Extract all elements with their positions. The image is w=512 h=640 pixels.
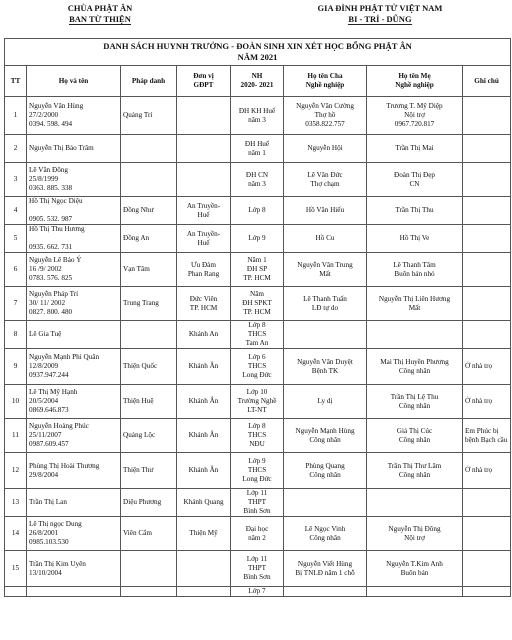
unit-name-cell [177, 135, 231, 163]
school-year-cell: ĐH CN năm 3 [231, 163, 284, 197]
dharma-name-cell [121, 587, 177, 597]
student-name-cell: Nguyễn Thị Bảo Trâm [27, 135, 121, 163]
notes-cell [463, 225, 511, 253]
father-info-cell: Nguyễn Văn Duyệt Bệnh TK [284, 349, 367, 385]
table-row [5, 489, 511, 517]
mother-info-cell [367, 489, 463, 517]
table-row [5, 419, 511, 453]
father-info-cell: Ly dị [284, 385, 367, 419]
mother-info-cell: Lê Thanh Tâm Buôn bán nhỏ [367, 253, 463, 287]
document-title: DANH SÁCH HUYNH TRƯỞNG - ĐOÀN SINH XIN XÉT HỌC BỔNG PHẬT ÂN NĂM 2021 [5, 39, 511, 66]
col-header-name: Họ và tên [27, 66, 121, 97]
dharma-name-cell [121, 321, 177, 349]
table-row [5, 551, 511, 587]
dharma-name-cell: Viên Cẩm [121, 517, 177, 551]
row-number-cell: 15 [5, 551, 27, 587]
mother-info-cell: Hồ Thị Ve [367, 225, 463, 253]
father-info-cell: Lê Văn Đức Thợ chạm [284, 163, 367, 197]
col-header-unit: Đơn vị GĐPT [177, 66, 231, 97]
dharma-name-cell [121, 551, 177, 587]
dharma-name-cell: Thiện Thư [121, 453, 177, 489]
notes-cell: Ở nhà trọ [463, 453, 511, 489]
notes-cell [463, 287, 511, 321]
school-year-cell: Năm 1 ĐH SP TP. HCM [231, 253, 284, 287]
dharma-name-cell: Trung Trang [121, 287, 177, 321]
unit-name-cell: Khánh Ân [177, 453, 231, 489]
dharma-name-cell: Đồng An [121, 225, 177, 253]
unit-name-cell: An Truyền- Huế [177, 197, 231, 225]
notes-cell [463, 489, 511, 517]
notes-cell: Em Phúc bị bệnh Bạch cầu [463, 419, 511, 453]
table-row [5, 97, 511, 135]
school-year-cell: Lớp 8 [231, 197, 284, 225]
row-number-cell: 12 [5, 453, 27, 489]
father-info-cell [284, 321, 367, 349]
table-row [5, 453, 511, 489]
father-info-cell [284, 587, 367, 597]
col-header-mother: Họ tên Mẹ Nghề nghiệp [367, 66, 463, 97]
row-number-cell: 1 [5, 97, 27, 135]
table-row [5, 163, 511, 197]
col-header-school-year: NH 2020- 2021 [231, 66, 284, 97]
student-name-cell: Nguyễn Lê Bảo Ý 16 /9/ 2002 0783. 576. 825 [27, 253, 121, 287]
mother-info-cell: Trần Thị Thu [367, 197, 463, 225]
unit-name-cell: An Truyền- Huế [177, 225, 231, 253]
school-year-cell: Lớp 9 THCS Long Đức [231, 453, 284, 489]
table-row [5, 197, 511, 225]
notes-cell [463, 163, 511, 197]
dharma-name-cell: Vạn Tâm [121, 253, 177, 287]
school-year-cell: Lớp 9 [231, 225, 284, 253]
student-name-cell: Nguyễn Hoàng Phúc 25/11/2007 0987.609.457 [27, 419, 121, 453]
father-info-cell: Nguyễn Văn Cường Thợ hồ 0358.822.757 [284, 97, 367, 135]
notes-cell [463, 135, 511, 163]
notes-cell [463, 97, 511, 135]
notes-cell [463, 197, 511, 225]
student-name-cell: Lê Thị Mỹ Hạnh 20/5/2004 0869.646.873 [27, 385, 121, 419]
student-name-cell: Hồ Thị Thu Hương 0935. 662. 731 [27, 225, 121, 253]
table-row [5, 517, 511, 551]
school-year-cell: ĐH Huế năm 1 [231, 135, 284, 163]
row-number-cell [5, 587, 27, 597]
student-name-cell: Trần Thị Kim Uyên 13/10/2004 [27, 551, 121, 587]
unit-name-cell: Khánh An [177, 321, 231, 349]
school-year-cell: Lớp 6 THCS Long Đức [231, 349, 284, 385]
committee-name-header: BAN TỪ THIỆN [69, 14, 131, 24]
notes-cell [463, 587, 511, 597]
table-body [5, 97, 511, 597]
table-row [5, 225, 511, 253]
dharma-name-cell: Diệu Phương [121, 489, 177, 517]
mother-info-cell: Nguyễn T.Kim Anh Buôn bán [367, 551, 463, 587]
table-row [5, 385, 511, 419]
notes-cell [463, 517, 511, 551]
notes-cell [463, 253, 511, 287]
school-year-cell: Lớp 11 THPT Bình Sơn [231, 551, 284, 587]
student-name-cell: Lê Văn Đông 25/8/1999 0363. 885. 338 [27, 163, 121, 197]
row-number-cell: 9 [5, 349, 27, 385]
school-year-cell: Lớp 10 Trường Nghề LT-NT [231, 385, 284, 419]
motto-header: BI - TRÍ - DŨNG [348, 14, 412, 24]
table-row [5, 349, 511, 385]
table-row [5, 253, 511, 287]
unit-name-cell: Thiện Mỹ [177, 517, 231, 551]
row-number-cell: 10 [5, 385, 27, 419]
row-number-cell: 8 [5, 321, 27, 349]
dharma-name-cell [121, 135, 177, 163]
mother-info-cell: Trương T. Mỹ Diệp Nội trợ 0967.720.817 [367, 97, 463, 135]
dharma-name-cell: Quảng Trí [121, 97, 177, 135]
dharma-name-cell: Quảng Lộc [121, 419, 177, 453]
scholarship-table [4, 38, 511, 597]
student-name-cell: Nguyễn Mạnh Phi Quân 12/8/2009 0937.947.244 [27, 349, 121, 385]
mother-info-cell [367, 587, 463, 597]
organization-header: GIA ĐÌNH PHẬT TỬ VIỆT NAM [317, 3, 443, 13]
notes-cell [463, 321, 511, 349]
unit-name-cell: Ưu Đàm Phan Rang [177, 253, 231, 287]
table-row [5, 587, 511, 597]
father-info-cell: Hồ Văn Hiếu [284, 197, 367, 225]
school-year-cell: ĐH KH Huế năm 3 [231, 97, 284, 135]
row-number-cell: 6 [5, 253, 27, 287]
school-year-cell: Lớp 11 THPT Bình Sơn [231, 489, 284, 517]
unit-name-cell: Khánh Ân [177, 419, 231, 453]
mother-info-cell: Trần Thị Thư Lâm Công nhân [367, 453, 463, 489]
father-info-cell: Phùng Quang Công nhân [284, 453, 367, 489]
table-row [5, 287, 511, 321]
unit-name-cell [177, 587, 231, 597]
father-info-cell: Nguyễn Hội [284, 135, 367, 163]
unit-name-cell [177, 551, 231, 587]
father-info-cell [284, 489, 367, 517]
mother-info-cell: Trần Thị Mai [367, 135, 463, 163]
table-row [5, 321, 511, 349]
father-info-cell: Nguyễn Văn Trung Mất [284, 253, 367, 287]
father-info-cell: Lê Thanh Tuấn LĐ tự do [284, 287, 367, 321]
father-info-cell: Nguyễn Mạnh Hùng Công nhân [284, 419, 367, 453]
unit-name-cell: Khánh Quang [177, 489, 231, 517]
notes-cell: Ở nhà trọ [463, 385, 511, 419]
dharma-name-cell: Đồng Như [121, 197, 177, 225]
mother-info-cell: Nguyễn Thị Liên Hương Mất [367, 287, 463, 321]
school-year-cell: Năm ĐH SPKT TP. HCM [231, 287, 284, 321]
student-name-cell: Hồ Thị Ngọc Diệu 0905. 532. 987 [27, 197, 121, 225]
student-name-cell: Nguyễn Văn Hùng 27/2/2000 0394. 598. 494 [27, 97, 121, 135]
col-header-dharma-name: Pháp danh [121, 66, 177, 97]
column-header-row [5, 66, 511, 97]
col-header-notes: Ghi chú [463, 66, 511, 97]
school-year-cell: Lớp 8 THCS Tam An [231, 321, 284, 349]
mother-info-cell: Mai Thị Huyền Phương Công nhân [367, 349, 463, 385]
row-number-cell: 5 [5, 225, 27, 253]
row-number-cell: 2 [5, 135, 27, 163]
mother-info-cell: Nguyễn Thị Đông Nội trợ [367, 517, 463, 551]
school-year-cell: Đại học năm 2 [231, 517, 284, 551]
col-header-tt: TT [5, 66, 27, 97]
unit-name-cell: Khánh Ân [177, 349, 231, 385]
student-name-cell [27, 587, 121, 597]
school-year-cell: Lớp 7 [231, 587, 284, 597]
row-number-cell: 13 [5, 489, 27, 517]
father-info-cell: Hồ Cu [284, 225, 367, 253]
mother-info-cell: Trần Thị Lệ Thu Công nhân [367, 385, 463, 419]
mother-info-cell: Giả Thị Cúc Công nhân [367, 419, 463, 453]
unit-name-cell: Khánh Ân [177, 385, 231, 419]
dharma-name-cell: Thiện Quốc [121, 349, 177, 385]
student-name-cell: Trần Thị Lan [27, 489, 121, 517]
notes-cell [463, 551, 511, 587]
row-number-cell: 4 [5, 197, 27, 225]
row-number-cell: 3 [5, 163, 27, 197]
school-year-cell: Lớp 8 THCS NĐU [231, 419, 284, 453]
notes-cell: Ở nhà trọ [463, 349, 511, 385]
table-row [5, 135, 511, 163]
father-info-cell: Nguyễn Viết Hùng Bị TNLĐ năm 1 chỗ [284, 551, 367, 587]
row-number-cell: 7 [5, 287, 27, 321]
col-header-father: Họ tên Cha Nghề nghiệp [284, 66, 367, 97]
mother-info-cell: Đoàn Thị Đẹp CN [367, 163, 463, 197]
unit-name-cell [177, 163, 231, 197]
unit-name-cell [177, 97, 231, 135]
dharma-name-cell: Thiện Huệ [121, 385, 177, 419]
student-name-cell: Lê Thị ngọc Dung 26/8/2001 0985.103.530 [27, 517, 121, 551]
father-info-cell: Lê Ngọc Vinh Công nhân [284, 517, 367, 551]
unit-name-cell: Đức Viên TP. HCM [177, 287, 231, 321]
mother-info-cell [367, 321, 463, 349]
row-number-cell: 11 [5, 419, 27, 453]
row-number-cell: 14 [5, 517, 27, 551]
dharma-name-cell [121, 163, 177, 197]
student-name-cell: Lê Gia Tuệ [27, 321, 121, 349]
student-name-cell: Nguyễn Pháp Trí 30/ 11/ 2002 0827. 800. 480 [27, 287, 121, 321]
student-name-cell: Phùng Thị Hoài Thương 29/8/2004 [27, 453, 121, 489]
temple-name-header: CHÙA PHẬT ÂN [67, 3, 133, 13]
